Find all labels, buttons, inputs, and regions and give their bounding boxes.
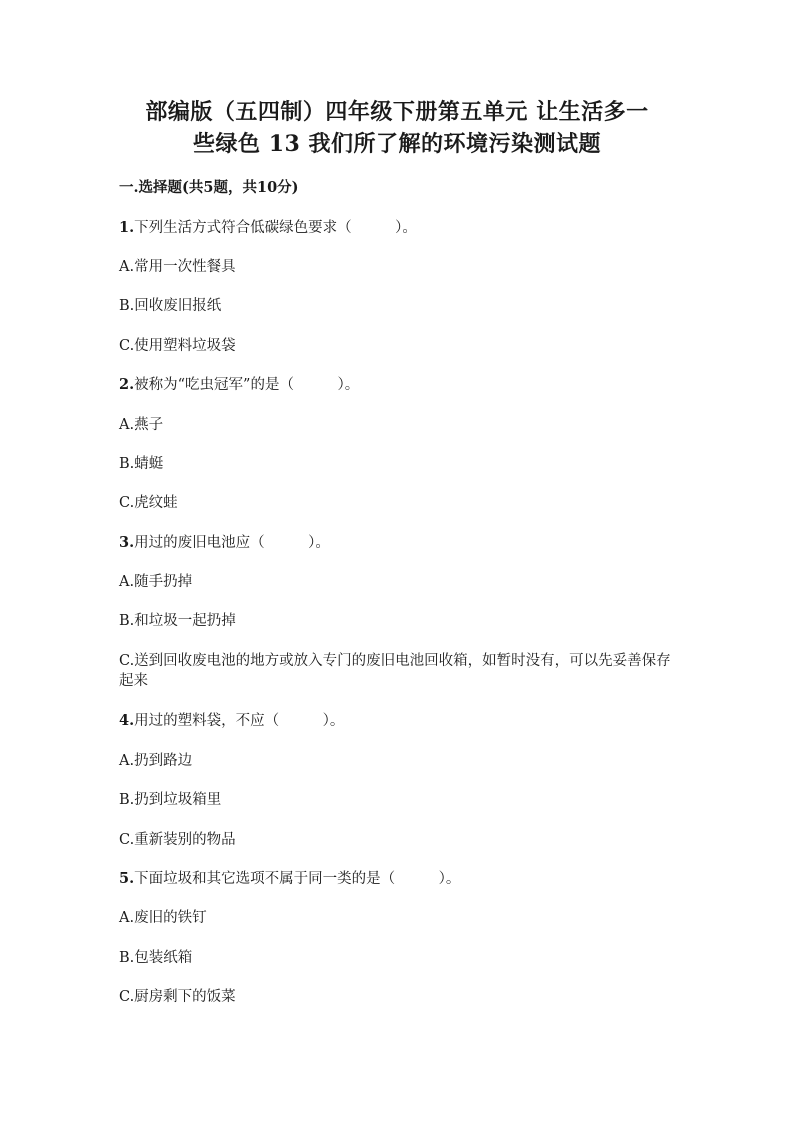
question-3-number: 3. [119,534,135,551]
page-title-line-1: 部编版（五四制）四年级下册第五单元 让生活多一 [145,99,649,125]
question-2 [119,375,679,395]
question-3-text: 用过的废旧电池应（ ）。 [134,535,330,551]
question-1-option-a: A.常用一次性餐具 [119,259,236,275]
question-3-option-c: C.送到回收废电池的地方或放入专门的废旧电池回收箱，如暂时没有，可以先妥善保存起来 [119,653,671,689]
question-3-option-b: B.和垃圾一起扔掉 [119,613,236,629]
question-2-option-b: B.蜻蜓 [119,456,164,472]
question-5-option-a: A.废旧的铁钉 [119,910,207,926]
question-1-text: 下列生活方式符合低碳绿色要求（ ）。 [134,220,417,236]
question-3-option-a: A.随手扔掉 [119,574,193,590]
question-5-option-c: C.厨房剩下的饭菜 [119,989,236,1005]
question-2-option-a: A.燕子 [119,417,164,433]
question-2-number: 2. [119,376,135,393]
page-title-line-2: 些绿色 13 我们所了解的环境污染测试题 [193,131,601,157]
question-1-number: 1. [119,219,135,236]
question-1-option-c: C.使用塑料垃圾袋 [119,338,236,354]
question-4-text: 用过的塑料袋，不应（ ）。 [134,713,345,729]
question-4-option-b: B.扔到垃圾箱里 [119,792,222,808]
question-5-number: 5. [119,870,135,887]
section-heading: 一.选择题(共5题，共10分) [119,179,299,196]
question-4-number: 4. [119,712,135,729]
question-4-option-a: A.扔到路边 [119,753,193,769]
question-5 [119,869,679,889]
question-1 [119,218,679,238]
question-5-text: 下面垃圾和其它选项不属于同一类的是（ ）。 [134,871,461,887]
question-3 [119,533,679,553]
question-1-option-b: B.回收废旧报纸 [119,298,222,314]
question-4 [119,711,679,731]
question-2-text: 被称为“吃虫冠军”的是（ ）。 [134,377,360,393]
question-4-option-c: C.重新装别的物品 [119,832,236,848]
question-5-option-b: B.包装纸箱 [119,950,193,966]
question-2-option-c: C.虎纹蛙 [119,495,178,511]
